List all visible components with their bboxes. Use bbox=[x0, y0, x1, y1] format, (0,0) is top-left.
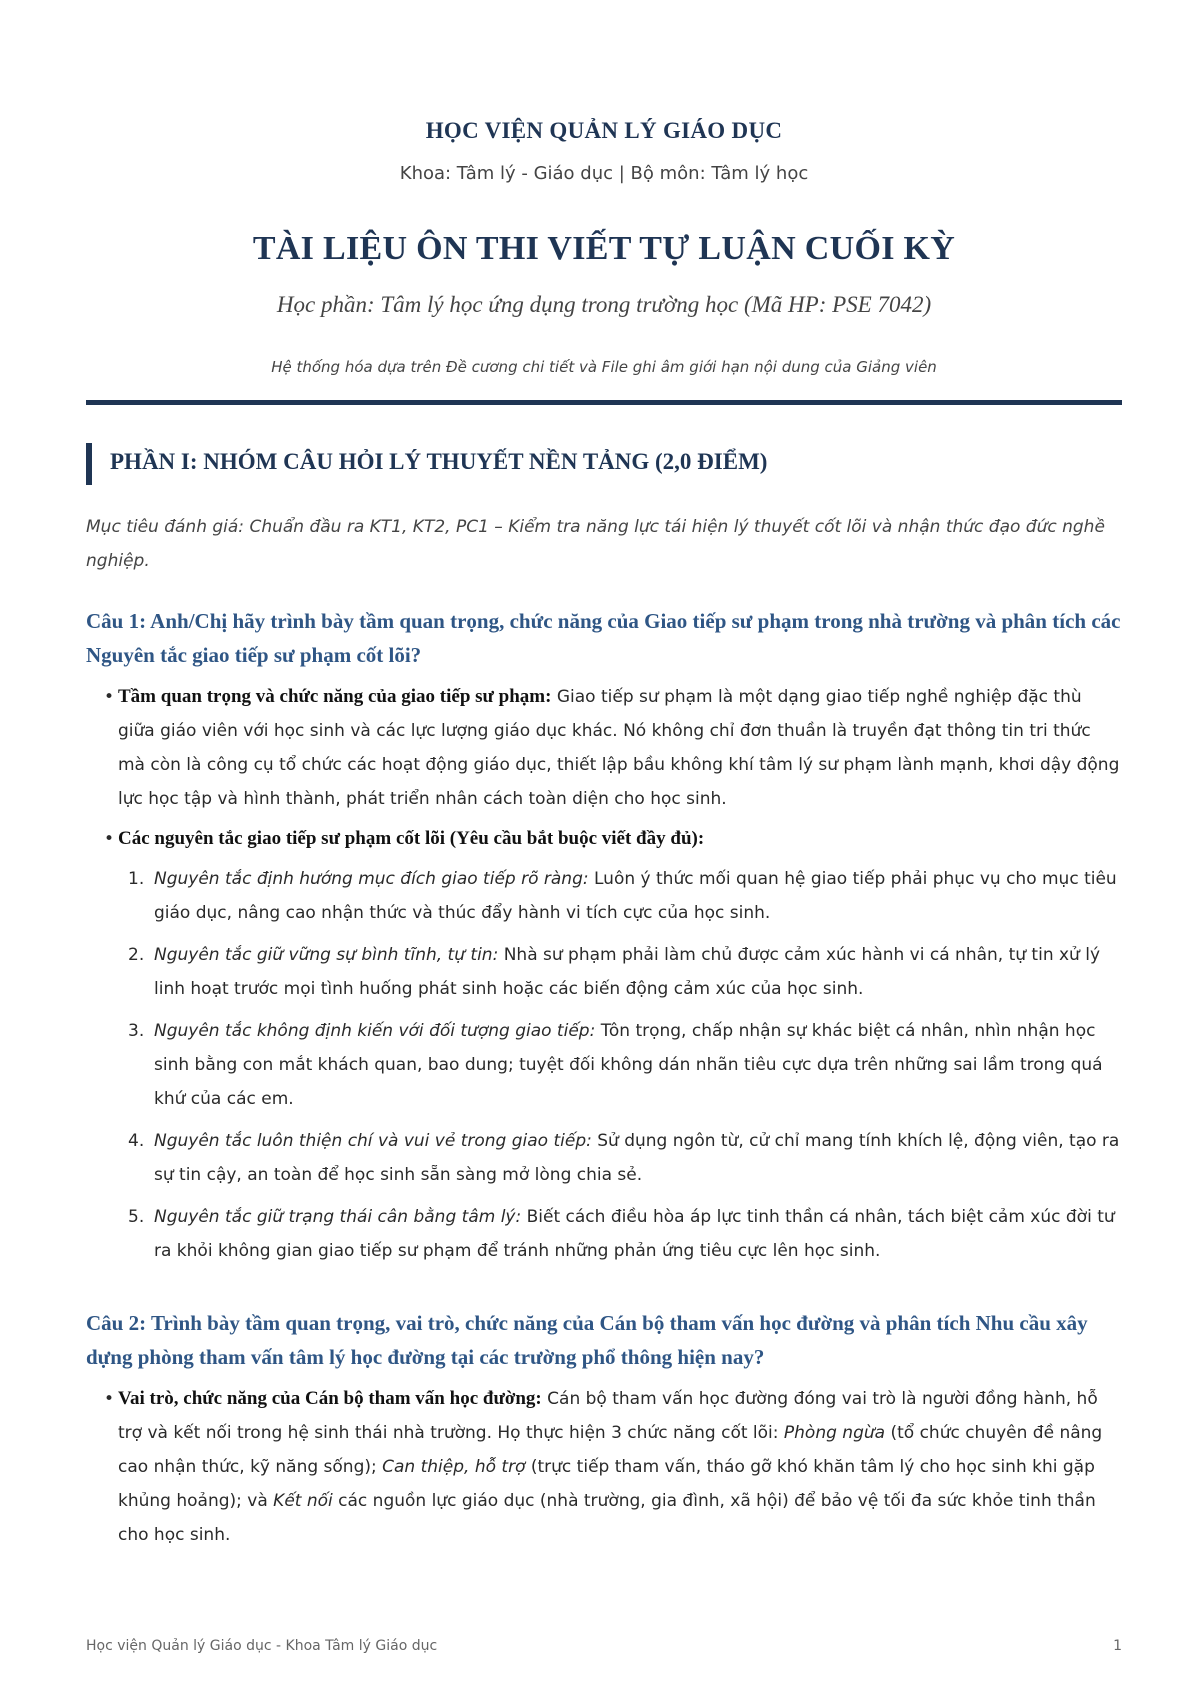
bullet-dot-icon: • bbox=[104, 687, 115, 707]
institution-name: HỌC VIỆN QUẢN LÝ GIÁO DỤC bbox=[425, 118, 783, 143]
source-note: Hệ thống hóa dựa trên Đề cương chi tiết và File ghi âm giới hạn nội dung của Giảng viên bbox=[271, 358, 937, 376]
document-page bbox=[86, 0, 1122, 1696]
faculty-line: Khoa: Tâm lý - Giáo dục | Bộ môn: Tâm lý học bbox=[399, 163, 809, 184]
principle-name: Nguyên tắc luôn thiện chí và vui vẻ trong giao tiếp: bbox=[154, 1131, 592, 1151]
principle-name: Nguyên tắc giữ vững sự bình tĩnh, tự tin: bbox=[154, 945, 499, 965]
section-accent-bar bbox=[86, 443, 92, 485]
principle-text: Sử dụng ngôn từ, cử chỉ mang tính khích lệ, động viên, tạo ra sự tin cậy, an toàn để học sinh sẵn sàng mở lòng chia sẻ. bbox=[154, 1131, 1120, 1185]
footer-text: Học viện Quản lý Giáo dục - Khoa Tâm lý Giáo dục bbox=[86, 1638, 438, 1654]
course-subtitle: Học phần: Tâm lý học ứng dụng trong trường học (Mã HP: PSE 7042) bbox=[276, 292, 932, 317]
question-2-title: Câu 2: Trình bày tầm quan trọng, vai trò, chức năng của Cán bộ tham vấn học đường và phân tích Nhu cầu xây dựng phòng tham vấn tâm lý học đường tại các trường phổ thông hiện nay? bbox=[86, 1311, 1088, 1369]
principle-text: Tôn trọng, chấp nhận sự khác biệt cá nhân, nhìn nhận học sinh bằng con mắt khách quan, bao dung; tuyệt đối không dán nhãn tiêu cực dựa trên những sai lầm trong quá khứ của các em. bbox=[154, 1021, 1103, 1109]
principle-text: Biết cách điều hòa áp lực tinh thần cá nhân, tách biệt cảm xúc đời tư ra khỏi không gian giao tiếp sư phạm để tránh những phản ứng tiêu cực lên học sinh. bbox=[154, 1207, 1115, 1261]
principle-name: Nguyên tắc không định kiến với đối tượng giao tiếp: bbox=[154, 1021, 596, 1041]
principle-name: Nguyên tắc giữ trạng thái cân bằng tâm lý: bbox=[154, 1207, 522, 1227]
list-item: 1. Nguyên tắc định hướng mục đích giao tiếp rõ ràng: Luôn ý thức mối quan hệ giao tiếp phải phục vụ cho mục tiêu giáo dục, nâng cao nhận thức và thúc đẩy hành vi tích cực của học sinh. bbox=[128, 869, 1117, 923]
principle-text: Nhà sư phạm phải làm chủ được cảm xúc hành vi cá nhân, tự tin xử lý linh hoạt trước mọi tình huống phát sinh hoặc các biến động cảm xúc của học sinh. bbox=[154, 945, 1101, 999]
list-item: 2. Nguyên tắc giữ vững sự bình tĩnh, tự tin: Nhà sư phạm phải làm chủ được cảm xúc hành vi cá nhân, tự tin xử lý linh hoạt trước mọi tình huống phát sinh hoặc các biến động cảm xúc của học sinh. bbox=[128, 945, 1101, 999]
bullet-lead: Vai trò, chức năng của Cán bộ tham vấn học đường: bbox=[118, 1388, 542, 1409]
q1-bullet-principles bbox=[104, 822, 1122, 856]
list-item: 4. Nguyên tắc luôn thiện chí và vui vẻ trong giao tiếp: Sử dụng ngôn từ, cử chỉ mang tính khích lệ, động viên, tạo ra sự tin cậy, an toàn để học sinh sẵn sàng mở lòng chia sẻ. bbox=[128, 1131, 1120, 1185]
list-item: 5. Nguyên tắc giữ trạng thái cân bằng tâm lý: Biết cách điều hòa áp lực tinh thần cá nhân, tách biệt cảm xúc đời tư ra khỏi không gian giao tiếp sư phạm để tránh những phản ứng tiêu cực lên học sinh. bbox=[128, 1207, 1115, 1261]
q2-bullet-roles: • Vai trò, chức năng của Cán bộ tham vấn học đường: Cán bộ tham vấn học đường đóng vai trò là người đồng hành, hỗ trợ và kết nối trong hệ sinh thái nhà trường. Họ thực hiện 3 chức năng cốt lõi: Phòng ngừa (tổ chức chuyên đề nâng cao nhận thức, kỹ năng sống); Can thiệp, hỗ trợ (trực tiếp tham vấn, tháo gỡ khó khăn tâm lý cho học sinh khi gặp khủng hoảng); và Kết nối các nguồn lực giáo dục (nhà trường, gia đình, xã hội) để bảo vệ tối đa sức khỏe tinh thần cho học sinh. bbox=[104, 1382, 1122, 1552]
bullet-dot-icon: • bbox=[104, 1389, 115, 1409]
q1-bullet-importance bbox=[104, 680, 1122, 816]
function-connection: Kết nối bbox=[273, 1491, 333, 1511]
function-intervention: Can thiệp, hỗ trợ bbox=[382, 1457, 526, 1477]
assessment-goal: Mục tiêu đánh giá: Chuẩn đầu ra KT1, KT2, PC1 – Kiểm tra năng lực tái hiện lý thuyết cốt lõi và nhận thức đạo đức nghề nghiệp. bbox=[86, 517, 1105, 571]
principle-text: Luôn ý thức mối quan hệ giao tiếp phải phục vụ cho mục tiêu giáo dục, nâng cao nhận thức và thúc đẩy hành vi tích cực của học sinh. bbox=[154, 869, 1117, 923]
header-divider bbox=[86, 400, 1122, 405]
bullet-lead: Tầm quan trọng và chức năng của giao tiếp sư phạm: bbox=[118, 686, 552, 707]
principle-name: Nguyên tắc định hướng mục đích giao tiếp rõ ràng: bbox=[154, 869, 589, 889]
bullet-dot-icon: • bbox=[104, 829, 115, 849]
bullet-lead: Các nguyên tắc giao tiếp sư phạm cốt lõi (Yêu cầu bắt buộc viết đầy đủ): bbox=[118, 828, 705, 849]
section-heading bbox=[86, 443, 1122, 485]
document-title: TÀI LIỆU ÔN THI VIẾT TỰ LUẬN CUỐI KỲ bbox=[252, 230, 956, 267]
question-1-title: Câu 1: Anh/Chị hãy trình bày tầm quan trọng, chức năng của Giao tiếp sư phạm trong nhà trường và phân tích các Nguyên tắc giao tiếp sư phạm cốt lõi? bbox=[86, 609, 1121, 667]
function-prevention: Phòng ngừa bbox=[783, 1423, 886, 1443]
principles-list bbox=[128, 862, 1122, 1276]
section-title-text: PHẦN I: NHÓM CÂU HỎI LÝ THUYẾT NỀN TẢNG (2,0 ĐIỂM) bbox=[110, 449, 768, 474]
bullet-text: Giao tiếp sư phạm là một dạng giao tiếp nghề nghiệp đặc thù giữa giáo viên với học sinh và các lực lượng giáo dục khác. Nó không chỉ đơn thuần là truyền đạt thông tin tri thức mà còn là công cụ tổ chức các hoạt động giáo dục, thiết lập bầu không khí tâm lý sư phạm lành mạnh, khơi dậy động lực học tập và hình thành, phát triển nhân cách toàn diện cho học sinh. bbox=[118, 687, 1120, 809]
page-number: 1 bbox=[1113, 1638, 1122, 1654]
list-item: 3. Nguyên tắc không định kiến với đối tượng giao tiếp: Tôn trọng, chấp nhận sự khác biệt cá nhân, nhìn nhận học sinh bằng con mắt khách quan, bao dung; tuyệt đối không dán nhãn tiêu cực dựa trên những sai lầm trong quá khứ của các em. bbox=[128, 1021, 1103, 1109]
